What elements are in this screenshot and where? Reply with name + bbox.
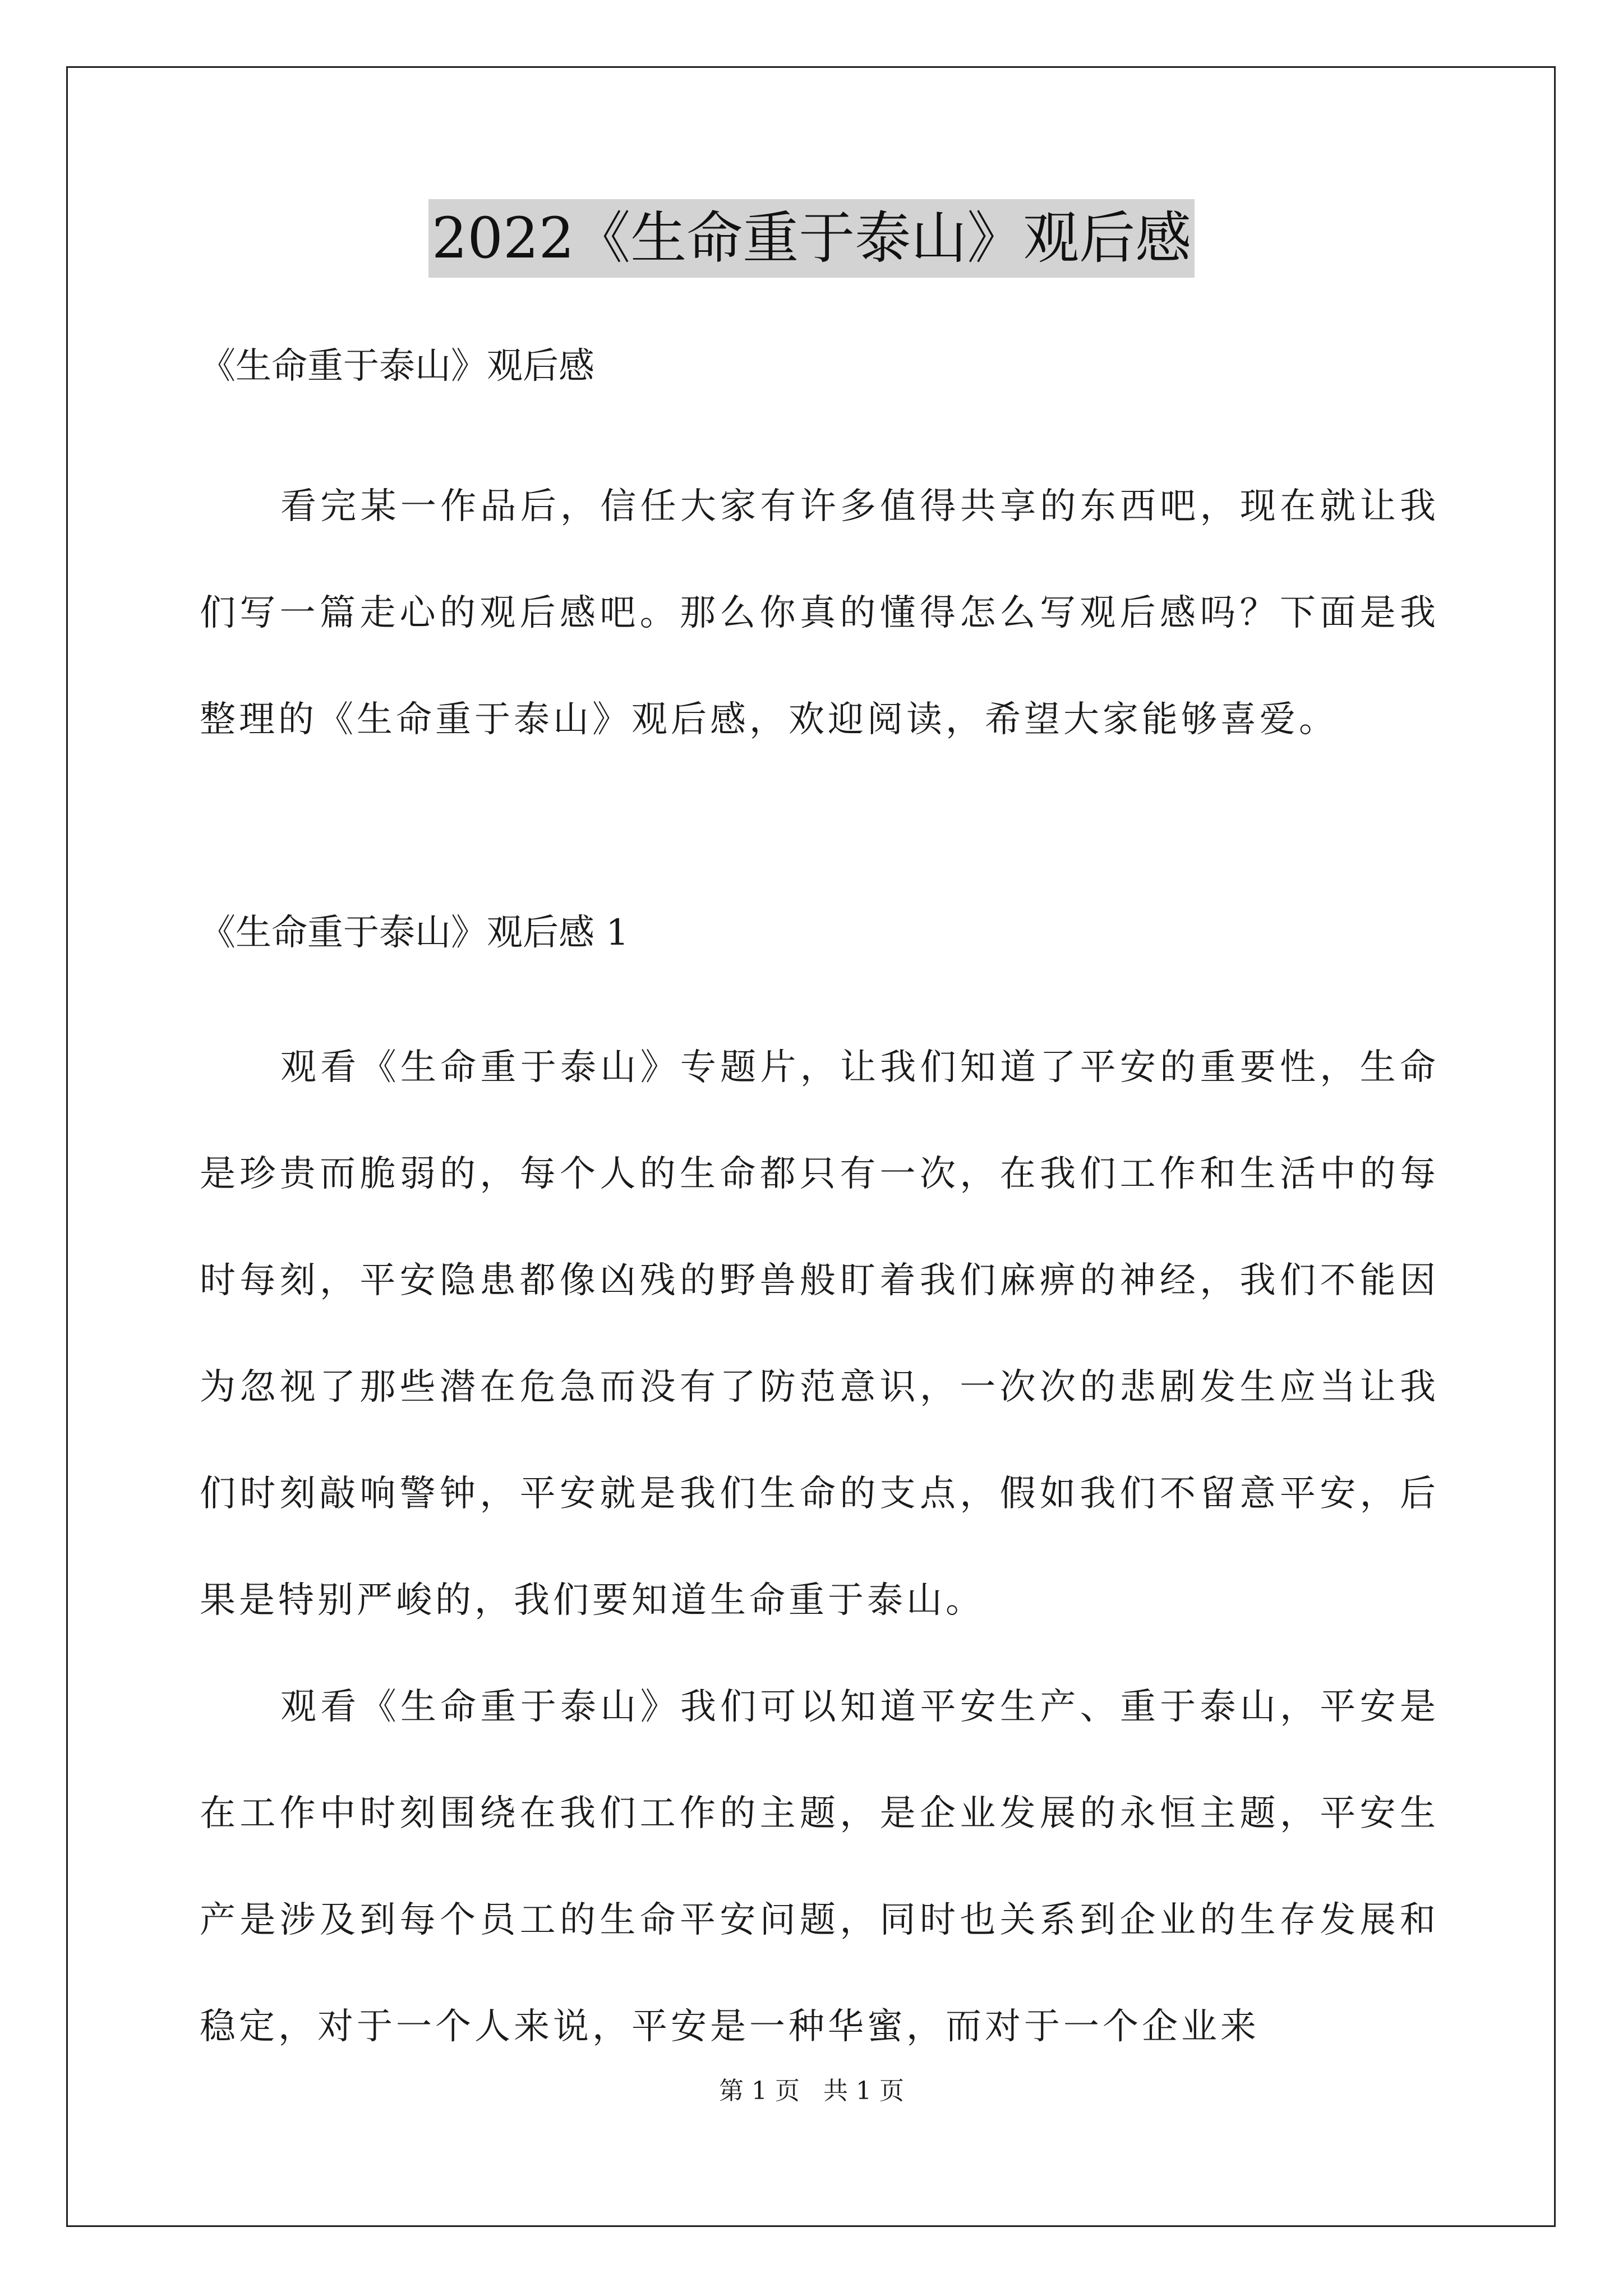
document-title: 2022《生命重于泰山》观后感 [428,199,1195,278]
page-number-total: 共 1 页 [823,2077,904,2105]
section-1-paragraph-1: 观看《生命重于泰山》专题片，让我们知道了平安的重要性，生命是珍贵而脆弱的，每个人的生命都只有一次，在我们工作和生活中的每时每刻，平安隐患都像凶残的野兽般盯着我们麻痹的神经，我们不能因为忽视了那些潜在危急而没有了防范意识，一次次的悲剧发生应当让我们时刻敲响警钟，平安就是我们生命的支点，假如我们不留意平安，后果是特别严峻的，我们要知道生命重于泰山。 [200,1047,1439,1621]
section-1-paragraph-2: 观看《生命重于泰山》我们可以知道平安生产、重于泰山，平安是在工作中时刻围绕在我们工作的主题，是企业发展的永恒主题，平安生产是涉及到每个员工的生命平安问题，同时也关系到企业的生存发展和稳定，对于一个人来说，平安是一种华蜜，而对于一个企业来 [200,1686,1439,2047]
page-footer [0,2074,1623,2108]
document-body [200,341,1439,2080]
intro-heading: 《生命重于泰山》观后感 [200,346,594,387]
page-number-current: 第 1 页 [719,2077,800,2105]
section-1-heading: 《生命重于泰山》观后感 1 [200,912,629,954]
title-wrapper [0,199,1623,278]
intro-paragraph: 看完某一作品后，信任大家有许多值得共享的东西吧，现在就让我们写一篇走心的观后感吧。那么你真的懂得怎么写观后感吗？下面是我整理的《生命重于泰山》观后感，欢迎阅读，希望大家能够喜爱。 [200,486,1439,740]
